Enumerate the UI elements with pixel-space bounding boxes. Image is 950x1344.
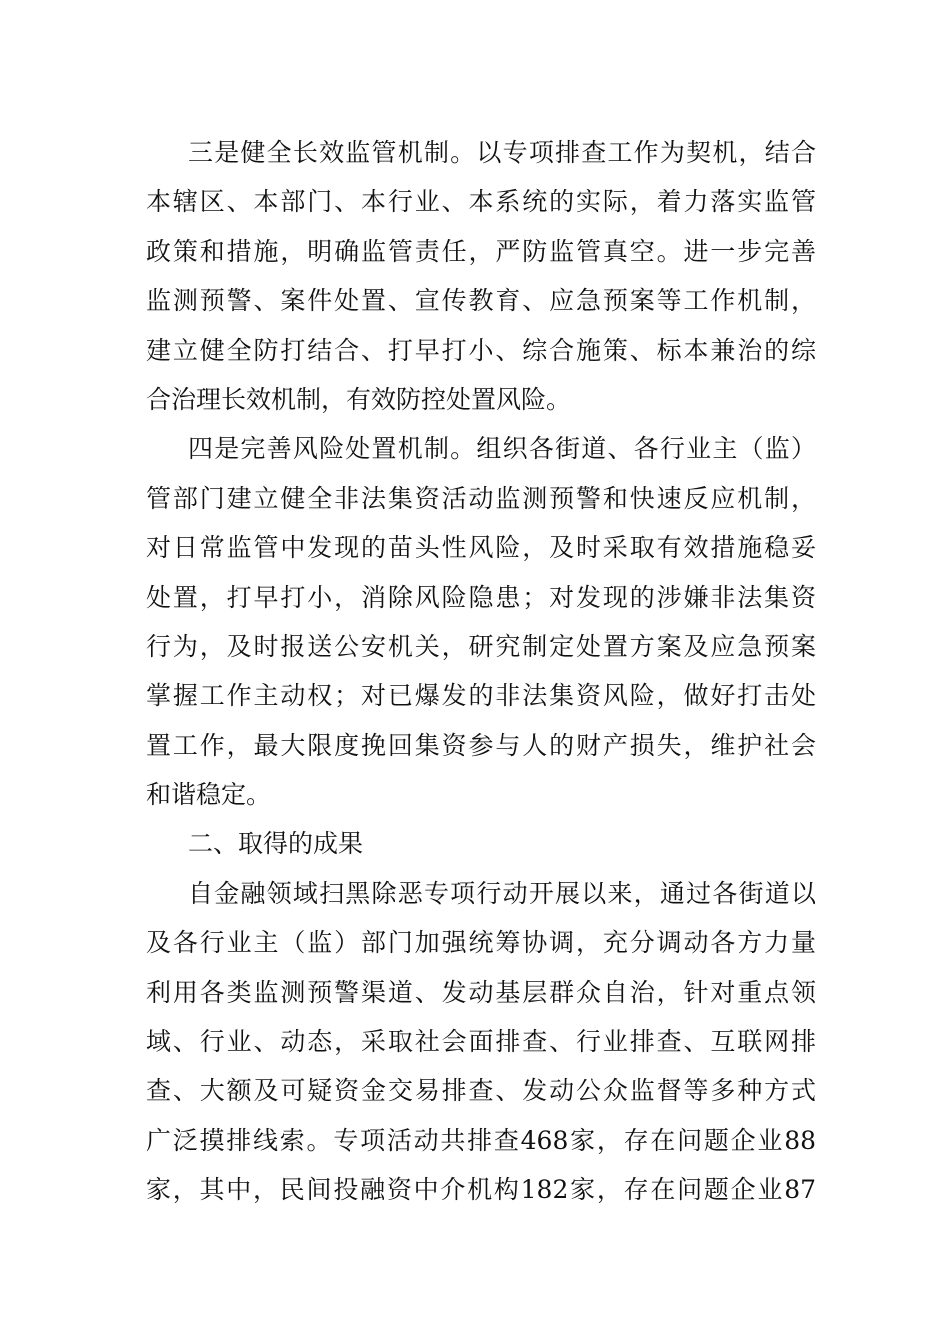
text-line: 本辖区、本部门、本行业、本系统的实际，着力落实监管 bbox=[146, 187, 816, 217]
text-line: 建立健全防打结合、打早打小、综合施策、标本兼治的综 bbox=[146, 335, 816, 365]
text-line: 利用各类监测预警渠道、发动基层群众自治，针对重点领 bbox=[146, 977, 816, 1007]
text-line: 广泛摸排线索。专项活动共排查468家，存在问题企业88 bbox=[146, 1125, 816, 1155]
text-line: 政策和措施，明确监管责任，严防监管真空。进一步完善 bbox=[146, 236, 816, 266]
text-line: 行为，及时报送公安机关，研究制定处置方案及应急预案 bbox=[146, 631, 816, 661]
text-line: 四是完善风险处置机制。组织各街道、各行业主（监） bbox=[188, 434, 816, 464]
paragraph-results-summary bbox=[146, 869, 816, 1215]
text-line: 家，其中，民间投融资中介机构182家，存在问题企业87 bbox=[146, 1175, 816, 1205]
section-heading-text: 二、取得的成果 bbox=[188, 829, 364, 859]
text-line: 三是健全长效监管机制。以专项排查工作为契机，结合 bbox=[188, 138, 816, 167]
paragraph-risk-disposal bbox=[146, 424, 816, 819]
text-line: 合治理长效机制，有效防控处置风险。 bbox=[146, 384, 572, 414]
text-line: 查、大额及可疑资金交易排查、发动公众监督等多种方式 bbox=[146, 1076, 816, 1106]
paragraph-long-term-supervision bbox=[146, 128, 816, 424]
text-line: 及各行业主（监）部门加强统筹协调，充分调动各方力量 bbox=[146, 928, 816, 958]
document-body bbox=[146, 128, 816, 1215]
text-line: 对日常监管中发现的苗头性风险，及时采取有效措施稳妥 bbox=[146, 533, 816, 563]
text-line: 管部门建立健全非法集资活动监测预警和快速反应机制， bbox=[146, 483, 816, 513]
section-heading-results bbox=[146, 819, 816, 868]
text-line: 处置，打早打小，消除风险隐患；对发现的涉嫌非法集资 bbox=[146, 582, 816, 612]
text-line: 自金融领域扫黑除恶专项行动开展以来，通过各街道以 bbox=[188, 878, 816, 908]
text-line: 监测预警、案件处置、宣传教育、应急预案等工作机制， bbox=[146, 286, 816, 316]
text-line: 域、行业、动态，采取社会面排查、行业排查、互联网排 bbox=[146, 1027, 816, 1057]
text-line: 置工作，最大限度挽回集资参与人的财产损失，维护社会 bbox=[146, 730, 816, 760]
text-line: 掌握工作主动权；对已爆发的非法集资风险，做好打击处 bbox=[146, 681, 816, 711]
text-line: 和谐稳定。 bbox=[146, 780, 272, 810]
